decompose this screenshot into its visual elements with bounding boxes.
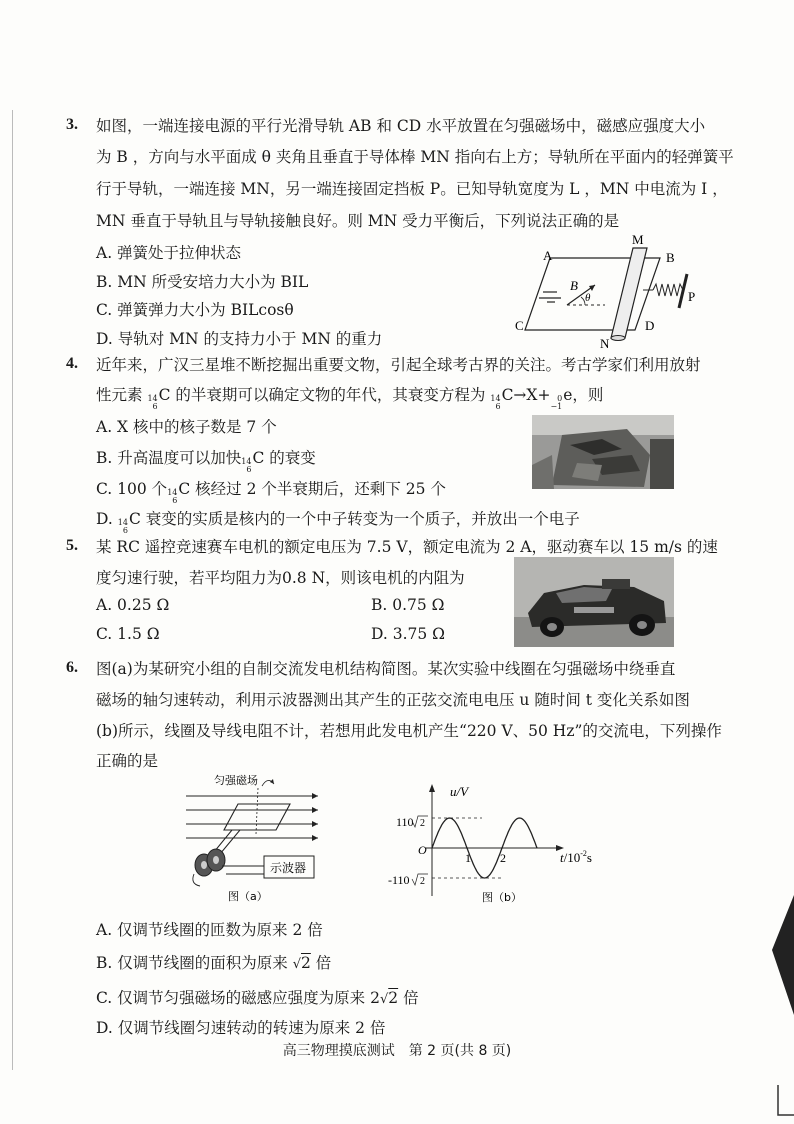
- corner-mark: [770, 1085, 794, 1124]
- q3-fig-label-a: A: [543, 248, 553, 263]
- q5-option-b[interactable]: B. 0.75 Ω: [371, 596, 445, 614]
- q4-stem-line-2: 性元素 14 6 C 的半衰期可以确定文物的年代，其衰变方程为 14 6 C→X+ 0 −1 e，则: [96, 386, 604, 411]
- q5-option-d[interactable]: D. 3.75 Ω: [371, 625, 446, 643]
- y-max-label: 110: [396, 815, 414, 829]
- figure-b-caption: 图（b）: [482, 891, 522, 904]
- origin-label: O: [418, 843, 427, 857]
- q3-fig-label-d: D: [645, 318, 655, 333]
- q5-number: 5.: [66, 537, 78, 554]
- q3-fig-label-field: B: [570, 278, 578, 293]
- sanxingdui-mask-photo: [532, 415, 674, 489]
- q3-stem-line-1: 如图，一端连接电源的平行光滑导轨 AB 和 CD 水平放置在匀强磁场中，磁感应强度大小: [96, 117, 706, 135]
- q6-stem-line-2: 磁场的轴匀速转动，利用示波器测出其产生的正弦交流电电压 u 随时间 t 变化关系如图: [96, 691, 690, 709]
- left-margin-line: [12, 110, 13, 1070]
- q3-option-c[interactable]: C. 弹簧弹力大小为 BILcosθ: [96, 301, 294, 319]
- q4-option-b[interactable]: B. 升高温度可以加快 14 6 C 的衰变: [96, 449, 316, 474]
- q5-option-a[interactable]: A. 0.25 Ω: [96, 596, 170, 614]
- q3-fig-label-theta: θ: [585, 292, 591, 304]
- tick-label-2: 2: [500, 851, 506, 865]
- q3-fig-label-p: P: [688, 289, 696, 304]
- q3-option-b[interactable]: B. MN 所受安培力大小为 BIL: [96, 273, 309, 291]
- q3-fig-label-n: N: [600, 336, 610, 350]
- q6-option-d[interactable]: D. 仅调节线圈匀速转动的转速为原来 2 倍: [96, 1019, 386, 1037]
- x-axis-label: $t/10^{-2}s$: [560, 849, 592, 865]
- tick-label-1: 1: [465, 851, 471, 865]
- q6-stem-line-1: 图(a)为某研究小组的自制交流发电机结构简图。某次实验中线圈在匀强磁场中绕垂直: [96, 660, 676, 678]
- q6-option-c[interactable]: C. 仅调节匀强磁场的磁感应强度为原来 2√2 倍: [96, 989, 419, 1007]
- q4-option-a[interactable]: A. X 核中的核子数是 7 个: [96, 418, 277, 436]
- generator-diagram: [178, 770, 328, 906]
- q6-number: 6.: [66, 659, 78, 676]
- q4-option-d[interactable]: D. 14 6 C 衰变的实质是核内的一个中子转变为一个质子，并放出一个电子: [96, 510, 580, 535]
- q3-rail-diagram: [505, 230, 700, 350]
- voltage-time-chart: [382, 780, 622, 904]
- figure-a-caption: 图（a）: [228, 890, 268, 903]
- q3-stem-line-3: 行于导轨，一端连接 MN，另一端连接固定挡板 P。已知导轨宽度为 L ，MN 中电流为 I ，: [96, 180, 728, 198]
- q5-stem-line-2: 度匀速行驶，若平均阻力为0.8 N，则该电机的内阻为: [96, 569, 465, 587]
- q6-stem-line-4: 正确的是: [96, 752, 159, 770]
- electron-symbol: 0 −1: [550, 394, 563, 411]
- q4-stem-line-1: 近年来，广汉三星堆不断挖掘出重要文物，引起全球考古界的关注。考古学家们利用放射: [96, 356, 701, 374]
- q5-stem-line-1: 某 RC 遥控竞速赛车电机的额定电压为 7.5 V，额定电流为 2 A，驱动赛车以 15 m/s 的速: [96, 538, 718, 556]
- rc-car-photo: [514, 557, 674, 647]
- oscilloscope-label: 示波器: [270, 861, 307, 875]
- y-min-label: -110: [388, 873, 410, 887]
- q3-stem-line-2: 为 B ，方向与水平面成 θ 夹角且垂直于导体棒 MN 指向右上方；导轨所在平面内的轻弹簧平: [96, 148, 734, 166]
- q6-option-a[interactable]: A. 仅调节线圈的匝数为原来 2 倍: [96, 921, 323, 939]
- q3-fig-label-m: M: [632, 232, 644, 247]
- q3-option-a[interactable]: A. 弹簧处于拉伸状态: [96, 244, 242, 262]
- magnetic-field-label: 匀强磁场: [214, 774, 258, 787]
- page-footer: 高三物理摸底测试 第 2 页(共 8 页): [282, 1043, 512, 1059]
- y-max-sqrt: 2: [420, 818, 425, 829]
- y-min-sqrt: 2: [420, 876, 425, 887]
- q6-option-b[interactable]: B. 仅调节线圈的面积为原来 √2 倍: [96, 954, 332, 972]
- q3-stem-line-4: MN 垂直于导轨且与导轨接触良好。则 MN 受力平衡后，下列说法正确的是: [96, 212, 620, 230]
- q3-fig-label-c: C: [515, 318, 524, 333]
- c14-isotope: 14 6: [147, 394, 158, 411]
- q6-stem-line-3: (b)所示，线圈及导线电阻不计，若想用此发电机产生“220 V、50 Hz”的交流电，下列操作: [96, 722, 722, 740]
- page-edge-mark: [772, 895, 794, 1015]
- q3-option-d[interactable]: D. 导轨对 MN 的支持力小于 MN 的重力: [96, 330, 383, 348]
- c14-isotope-eq: 14 6: [490, 394, 501, 411]
- q4-number: 4.: [66, 355, 78, 372]
- q3-fig-label-b: B: [666, 250, 675, 265]
- q5-option-c[interactable]: C. 1.5 Ω: [96, 625, 160, 643]
- q4-option-c[interactable]: C. 100 个 14 6 C 核经过 2 个半衰期后，还剩下 25 个: [96, 480, 446, 505]
- q3-number: 3.: [66, 116, 78, 133]
- y-axis-label: u/V: [450, 784, 469, 799]
